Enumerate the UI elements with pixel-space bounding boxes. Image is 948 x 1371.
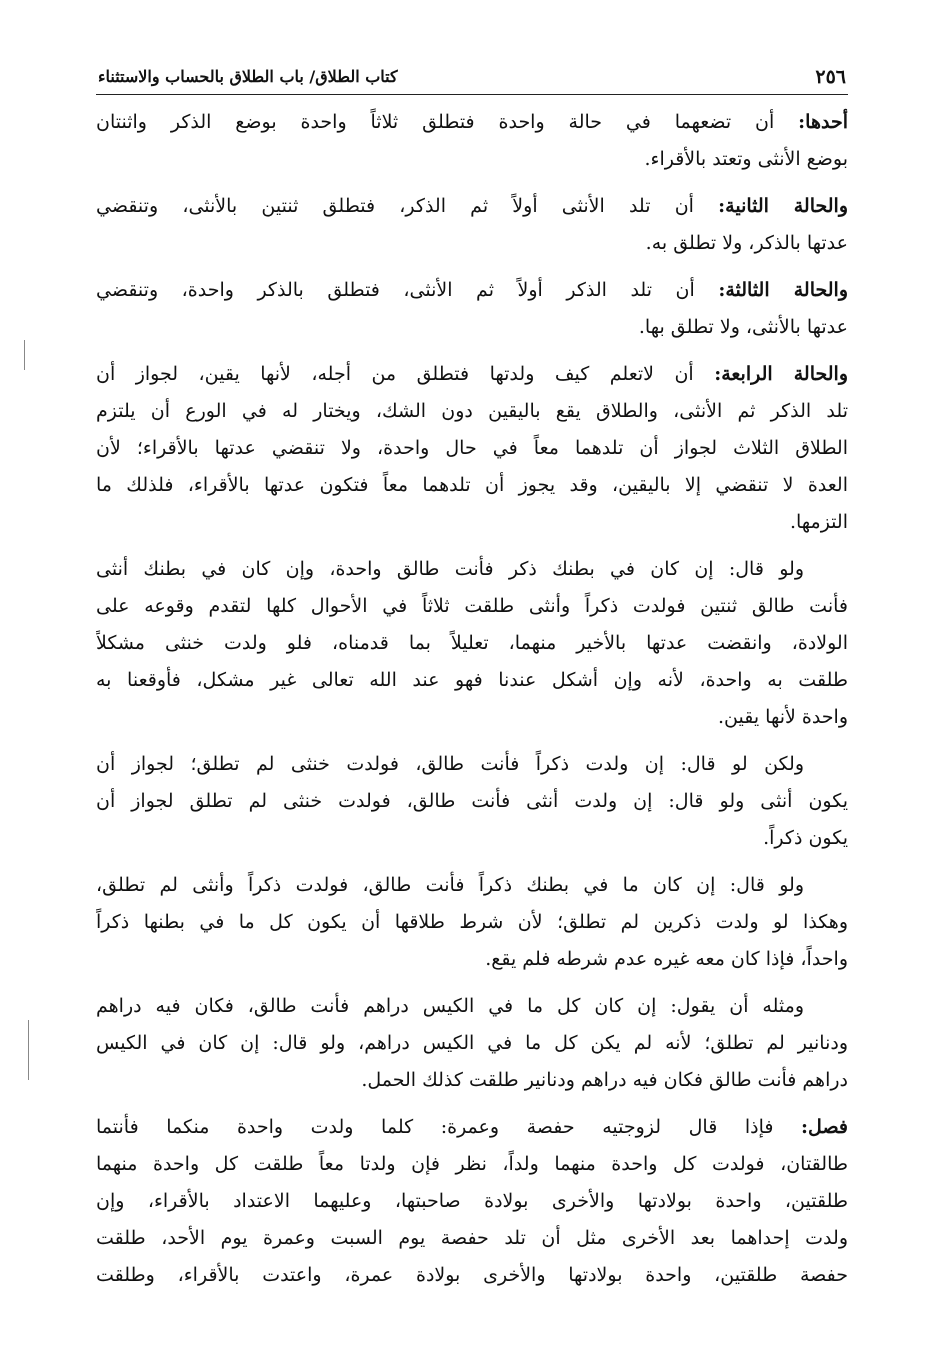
text-line: ولدت إحداهما بعد الأخرى مثل أن تلد حفصة يوم السبت وعمرة يوم الأحد، طلقت — [96, 1227, 848, 1249]
text-line: عدتها بالأنثى، ولا تطلق بها. — [638, 316, 848, 338]
paragraph — [96, 272, 848, 346]
page-number: ٢٥٦ — [815, 66, 846, 88]
text-line: والحالة الثانية: أن تلد الأنثى أولاً ثم الذكر، فتطلق ثنتين بالأنثى، وتنقضي — [96, 195, 848, 217]
text-line: حفصة طلقتين، واحدة بولادتها والأخرى بولادة عمرة، واعتدت بالأقراء، وطلقت — [96, 1264, 848, 1286]
text-line: والحالة الثالثة: أن تلد الذكر أولاً ثم الأنثى، فتطلق بالذكر واحدة، وتنقضي — [96, 279, 848, 301]
paragraph-lead: فصل: — [801, 1116, 848, 1138]
text-line: واحدة لأنها يقين. — [717, 706, 848, 728]
text-line: يكون ذكراً. — [763, 827, 848, 849]
text-line: ودنانير لم تطلق؛ لأنه لم يكن كل ما في الكيس دراهم، ولو قال: إن كان في الكيس — [96, 1032, 848, 1054]
text-line: فأنت طالق ثنتين فولدت ذكراً وأنثى طلقت ثلاثاً في الأحوال كلها لتقدم وقوعه على — [96, 595, 848, 617]
text-line: وهكذا لو ولدت ذكرين لم تطلق؛ لأن شرط طلاقها أن يكون كل ما في بطنها ذكراً — [96, 911, 848, 933]
text-line: الطلاق الثلاث لجواز أن تلدهما معاً في حال واحدة، ولا تنقضي عدتها بالأقراء؛ لأن — [96, 437, 848, 459]
text-line: الولادة، وانقضت عدتها بالأخير منهما، تعليلاً بما قدمناه، فلو ولدت خنثى مشكلاً — [96, 632, 848, 654]
paragraph-lead: والحالة الثانية: — [718, 195, 848, 217]
paragraph — [96, 104, 848, 178]
text-line: يكون أنثى ولو قال: إن ولدت أنثى فأنت طالق، فولدت خنثى لم تطلق لجواز أن — [96, 790, 848, 812]
paragraph-lead: أحدها: — [798, 111, 848, 133]
text-line: دراهم فأنت طالق فكان فيه دراهم ودنانير طلقت كذلك الحمل. — [361, 1069, 848, 1091]
text-line: طلقتين، واحدة بولادتها والأخرى بولادة صاحبتها، وعليهما الاعتداد بالأقراء، وإن — [96, 1190, 848, 1212]
text-line: العدة لا تنقضي إلا باليقين، وقد يجوز أن تلدهما معاً فتكون عدتها بالأقراء، فلذلك ما — [96, 474, 848, 496]
paragraph-lead: والحالة الثالثة: — [718, 279, 848, 301]
text-line: ومثله أن يقول: إن كان كل ما في الكيس دراهم فأنت طالق، فكان فيه دراهم — [96, 995, 804, 1017]
text-line: أحدها: أن تضعهما في حالة واحدة فتطلق ثلاثاً واحدة بوضع الذكر واثنتان — [96, 111, 848, 133]
running-title: كتاب الطلاق/ باب الطلاق بالحساب والاستثناء — [98, 67, 398, 86]
page-body — [96, 104, 848, 1344]
paragraph-lead: والحالة الرابعة: — [714, 363, 848, 385]
text-line: طالقتان، فولدت كل واحدة منهما ولداً، نظر فإن ولدتا معاً طلقت كل واحدة منهما — [96, 1153, 848, 1175]
text-line: التزمها. — [789, 511, 848, 533]
text-line: فصل: فإذا قال لزوجتيه حفصة وعمرة: كلما ولدت واحدة منكما فأنتما — [96, 1116, 848, 1138]
text-line: واحداً، فإذا كان معه غيره عدم شرطه فلم يقع. — [485, 948, 848, 970]
paragraph — [96, 988, 848, 1099]
text-line: عدتها بالذكر، ولا تطلق به. — [645, 232, 848, 254]
text-line: والحالة الرابعة: أن لاتعلم كيف ولدتها فتطلق من أجله، لأنها يقين، لجواز أن — [96, 363, 848, 385]
text-line: ولو قال: إن كان ما في بطنك ذكراً فأنت طالق، فولدت ذكراً وأنثى لم تطلق، — [96, 874, 804, 896]
paragraph — [96, 867, 848, 978]
text-line: ولو قال: إن كان في بطنك ذكر فأنت طالق واحدة، وإن كان في بطنك أنثى — [96, 558, 804, 580]
paragraph — [96, 1109, 848, 1294]
text-line: طلقت به واحدة، لأنه وإن أشكل عندنا فهو عند الله تعالى غير مشكل، فأوقعنا به — [96, 669, 848, 691]
text-line: ولكن لو قال: إن ولدت ذكراً فأنت طالق، فولدت خنثى لم تطلق؛ لجواز أن — [96, 753, 804, 775]
page-header — [96, 64, 848, 95]
text-line: بوضع الأنثى وتعتد بالأقراء. — [644, 148, 848, 170]
paragraph — [96, 746, 848, 857]
paragraph — [96, 551, 848, 736]
text-line: تلد الذكر ثم الأنثى، والطلاق يقع باليقين دون الشك، ويختار له في الورع أن يلتزم — [96, 400, 848, 422]
margin-rule — [24, 340, 25, 370]
margin-rule — [28, 1020, 29, 1080]
paragraph — [96, 356, 848, 541]
paragraph — [96, 188, 848, 262]
